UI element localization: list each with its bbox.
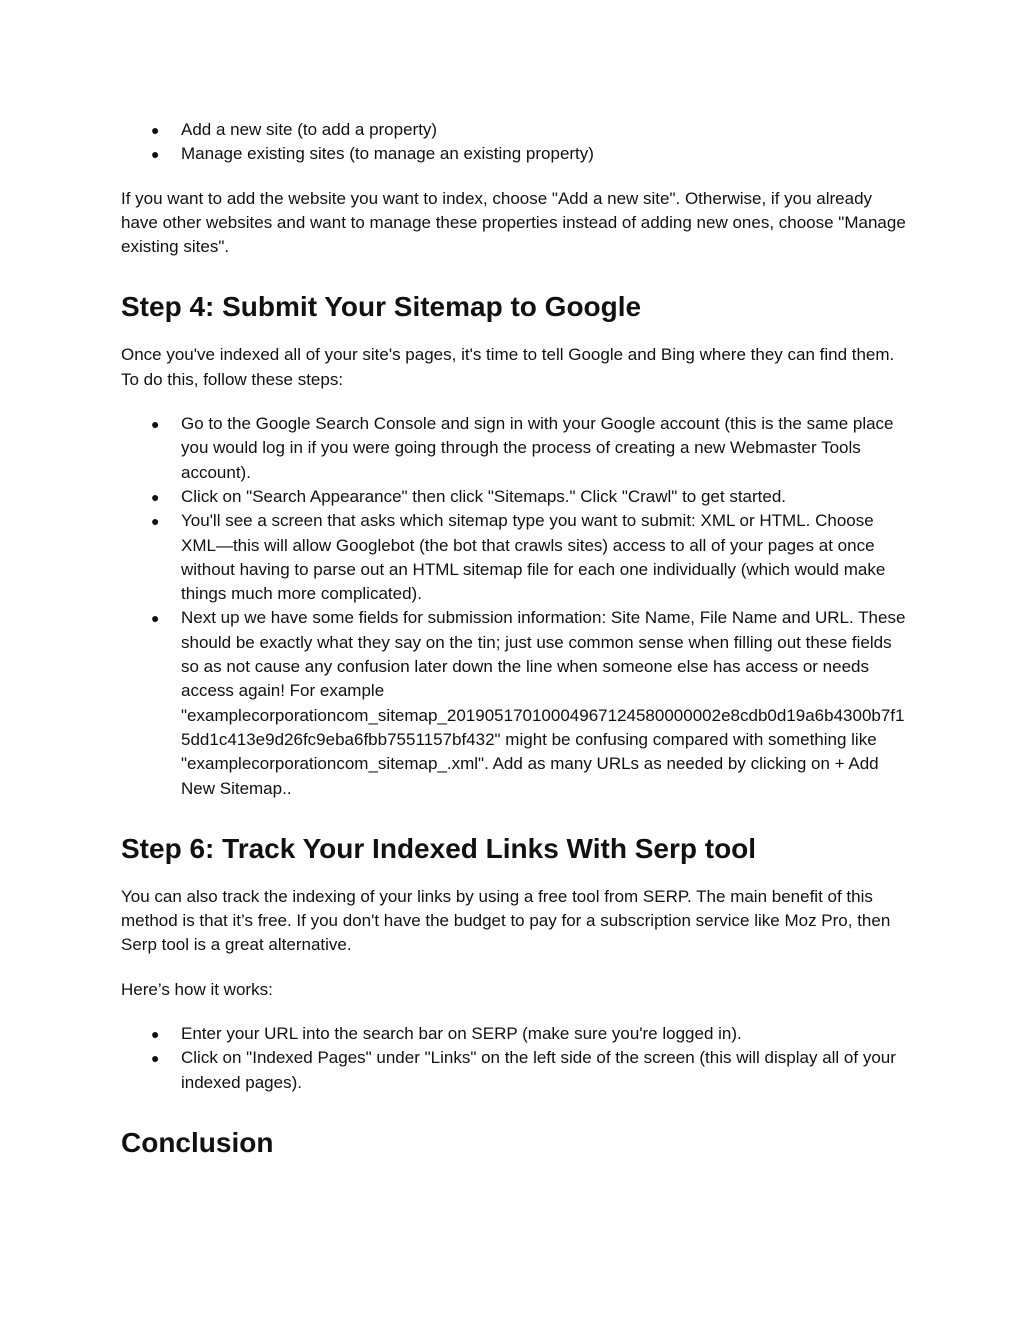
list-item	[121, 118, 911, 142]
bullet-icon: ●	[151, 146, 160, 163]
list-item	[121, 485, 911, 509]
bullet-icon: ●	[151, 1026, 160, 1043]
list-item-text: You'll see a screen that asks which sitemap type you want to submit: XML or HTML. Choose XML—this will allow Googlebot (the bot that crawls sites) access to all of your pages at once without having to parse out an HTML sitemap file for each one individually (which would make things much more complicated).	[181, 511, 886, 604]
list-item-text: Click on "Search Appearance" then click "Sitemaps." Click "Crawl" to get started.	[181, 486, 787, 506]
step4-paragraph: Once you've indexed all of your site's pages, it's time to tell Google and Bing where they can find them. To do this, follow these steps:	[121, 345, 895, 389]
list-item-text: Next up we have some fields for submission information: Site Name, File Name and URL. These should be exactly what they say on the tin; just use common sense when filling out these fields so as not cause any confusion later down the line when someone else has access or needs access again! For example "examplecorporationcom_sitemap_20190517010004967124580000002e8cdb0d19a6b4300b7f15dd1c413e9d26fc9eba6fbb7551157bf432" might be confusing compared with something like "examplecorporationcom_sitemap_.xml". Add as many URLs as needed by clicking on + Add New Sitemap..	[181, 608, 906, 798]
list-item	[121, 509, 911, 606]
list-item	[121, 1046, 911, 1095]
bullet-icon: ●	[151, 610, 160, 627]
list-item	[121, 142, 911, 166]
bullet-icon: ●	[151, 513, 160, 530]
bullet-icon: ●	[151, 416, 160, 433]
list-item-text: Add a new site (to add a property)	[181, 120, 438, 139]
list-item-text: Go to the Google Search Console and sign in with your Google account (this is the same place you would log in if you were going through the process of creating a new Webmaster Tools account).	[181, 414, 894, 482]
step6-heading: Step 6: Track Your Indexed Links With Serp tool	[121, 832, 757, 864]
list-item-text: Enter your URL into the search bar on SERP (make sure you're logged in).	[181, 1024, 742, 1044]
intro-paragraph: If you want to add the website you want to index, choose "Add a new site". Otherwise, if you already have other websites and want to manage these properties instead of adding new ones, choose "Manage existing sites".	[121, 188, 906, 257]
bullet-icon: ●	[151, 1050, 160, 1067]
site-options-list	[121, 118, 911, 167]
step6-paragraph: You can also track the indexing of your links by using a free tool from SERP. The main benefit of this method is that it’s free. If you don't have the budget to pay for a subscription service like Moz Pro, then Serp tool is a great alternative.	[121, 886, 891, 955]
step4-list	[121, 412, 911, 801]
list-item	[121, 606, 911, 800]
list-item	[121, 412, 911, 485]
step6-list	[121, 1022, 911, 1095]
document-page	[121, 118, 911, 1160]
how-it-works-label: Here’s how it works:	[121, 979, 273, 999]
list-item	[121, 1022, 911, 1046]
bullet-icon: ●	[151, 122, 160, 138]
list-item-text: Click on "Indexed Pages" under "Links" on the left side of the screen (this will display all of your indexed pages).	[181, 1048, 896, 1092]
bullet-icon: ●	[151, 488, 160, 505]
step4-heading: Step 4: Submit Your Sitemap to Google	[121, 291, 642, 323]
list-item-text: Manage existing sites (to manage an existing property)	[181, 144, 594, 164]
conclusion-heading: Conclusion	[121, 1126, 274, 1158]
